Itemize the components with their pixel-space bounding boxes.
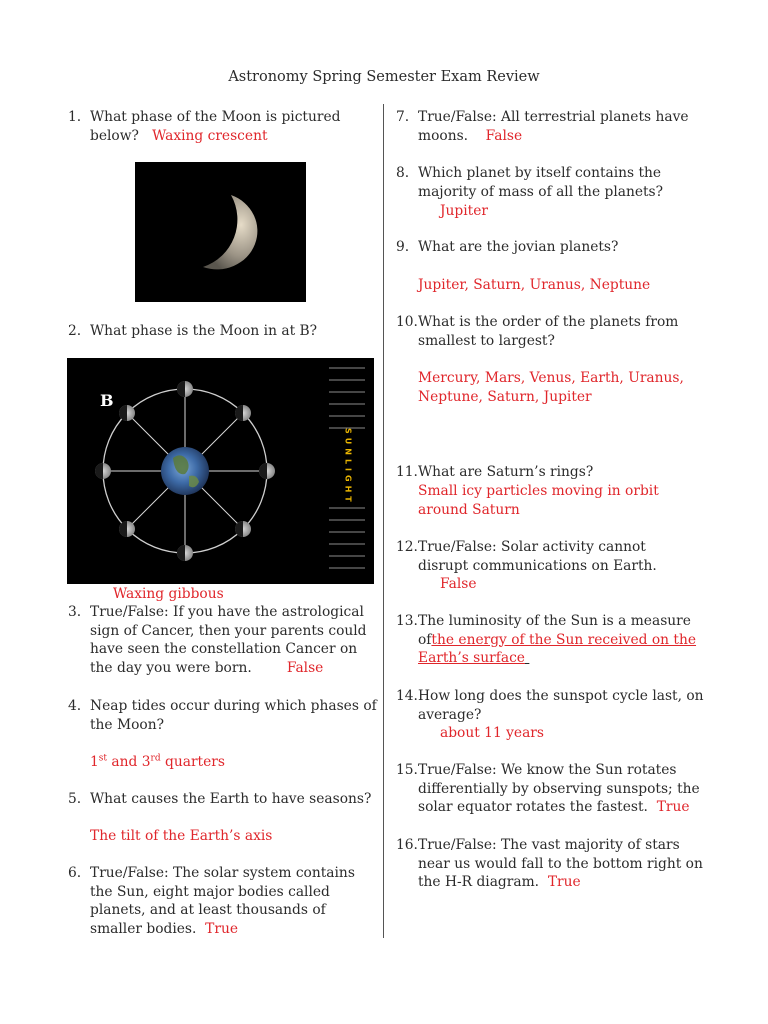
answer-text: Waxing crescent xyxy=(152,127,268,144)
answer-2 xyxy=(113,585,224,604)
answer-text: the energy of the Sun received on the Earth’s surface xyxy=(418,631,697,667)
answer-11: Small icy particles moving in orbit around Saturn xyxy=(418,483,659,518)
page-title: Astronomy Spring Semester Exam Review xyxy=(228,69,540,85)
answer-4: 1st and 3rd quarters xyxy=(90,753,225,770)
question-number: 1. xyxy=(68,109,82,125)
question-text: Neap tides occur during which phases of the Moon? xyxy=(90,698,377,733)
question-number: 13. xyxy=(396,613,418,629)
question-11 xyxy=(396,463,706,482)
moon-phase-diagram xyxy=(67,358,374,584)
question-text: True/False: Solar activity cannot disrupt communications on Earth. xyxy=(418,539,657,574)
question-text: What phase is the Moon in at B? xyxy=(90,323,318,339)
question-5 xyxy=(68,790,378,809)
answer-8: Jupiter xyxy=(440,203,488,219)
question-8 xyxy=(396,164,706,201)
question-10 xyxy=(396,313,706,350)
question-number: 7. xyxy=(396,109,410,125)
answer-text: True xyxy=(547,874,581,891)
answer-text: True xyxy=(656,799,690,816)
question-number: 5. xyxy=(68,791,82,807)
question-13 xyxy=(396,612,716,668)
question-number: 15. xyxy=(396,762,418,778)
question-3 xyxy=(68,603,378,677)
answer-text: True xyxy=(205,920,239,937)
question-text: How long does the sunspot cycle last, on average? xyxy=(418,688,704,723)
question-4 xyxy=(68,697,378,734)
question-number: 2. xyxy=(68,323,82,339)
answer-text: Waxing gibbous xyxy=(113,586,224,602)
moon-photo xyxy=(135,162,306,302)
question-number: 16. xyxy=(396,837,418,853)
question-text: Which planet by itself contains the majority of mass of all the planets? xyxy=(418,165,664,200)
answer-10: Mercury, Mars, Venus, Earth, Uranus, Neptune, Saturn, Jupiter xyxy=(418,370,684,405)
question-text: True/False: If you have the astrological sign of Cancer, then your parents could have seen the constellation Cancer on the day you were born. xyxy=(90,604,367,676)
question-number: 8. xyxy=(396,165,410,181)
question-15 xyxy=(396,761,716,817)
answer-5: The tilt of the Earth’s axis xyxy=(90,828,273,844)
question-2 xyxy=(68,322,368,341)
question-number: 6. xyxy=(68,865,82,881)
question-9 xyxy=(396,238,706,257)
answer-12: False xyxy=(440,576,477,592)
question-number: 9. xyxy=(396,239,410,255)
question-text: What phase of the Moon is pictured below? xyxy=(90,109,341,144)
question-text: True/False: The solar system contains the Sun, eight major bodies called planets, and at least thousands of smaller bodies. xyxy=(90,865,355,937)
question-14 xyxy=(396,687,716,724)
question-number: 12. xyxy=(396,539,418,555)
answer-14: about 11 years xyxy=(440,725,544,741)
diagram-label-b: B xyxy=(100,391,114,410)
question-text: What causes the Earth to have seasons? xyxy=(90,791,372,807)
question-text: What are the jovian planets? xyxy=(418,239,619,255)
column-divider xyxy=(383,104,384,938)
question-number: 11. xyxy=(396,464,418,480)
question-number: 10. xyxy=(396,314,418,330)
answer-9: Jupiter, Saturn, Uranus, Neptune xyxy=(418,277,651,293)
question-number: 3. xyxy=(68,604,82,620)
question-text: True/False: All terrestrial planets have moons. xyxy=(418,109,689,144)
answer-text: False xyxy=(286,659,324,676)
sunlight-label: SUNLIGHT xyxy=(343,428,353,506)
question-number: 4. xyxy=(68,698,82,714)
question-text: True/False: We know the Sun rotates differentially by observing sunspots; the solar equator rotates the fastest. xyxy=(418,762,700,816)
crescent-moon-icon xyxy=(135,162,306,302)
question-text: True/False: The vast majority of stars near us would fall to the bottom right on the H-R diagram. xyxy=(418,837,703,891)
answer-text: False xyxy=(485,127,523,144)
question-1 xyxy=(68,108,368,145)
question-text: What is the order of the planets from smallest to largest? xyxy=(418,314,679,349)
question-12 xyxy=(396,538,706,575)
question-text: What are Saturn’s rings? xyxy=(418,464,594,480)
question-text: The luminosity of the Sun is a measure of xyxy=(418,613,691,648)
question-6 xyxy=(68,864,378,938)
question-number: 14. xyxy=(396,688,418,704)
question-16 xyxy=(396,836,716,892)
question-7 xyxy=(396,108,706,145)
